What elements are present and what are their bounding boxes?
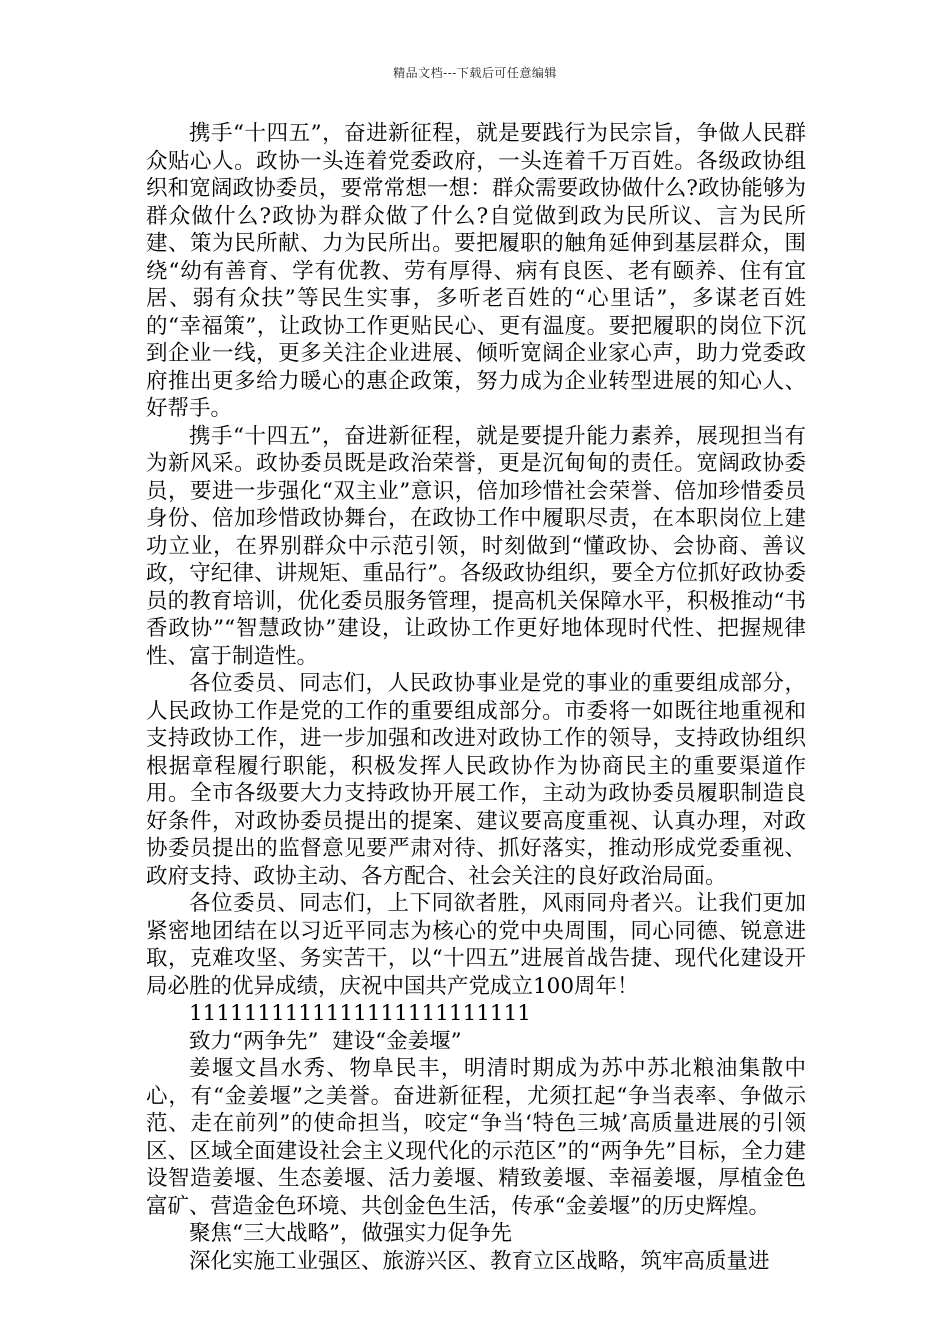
subheading: 聚焦“三大战略”，做强实力促争先 (189, 1221, 512, 1246)
section-title: 致力“两争先” 建设“金姜堰” (189, 1028, 462, 1054)
separator-line: 1111111111111111111111111 (189, 1001, 531, 1026)
paragraph-3: 各位委员、同志们，人民政协事业是党的事业的重要组成部分，人民政协工作是党的工作的重要组成部分。市委将一如既往地重视和支持政协工作，进一步加强和改进对政协工作的领导，支持政协组织根据章程履行职能，积极发挥人民政协作为协商民主的重要渠道作用。全市各级要大力支持政协开展工作，主动为政协委员履职制造良好条件，对政协委员提出的提案、建议要高度重视、认真办理，对政协委员提出的监督意见要严肃对待、抓好落实，推动形成党委重视、政府支持、政协主动、各方配合、社会关注的良好政治局面。 (146, 671, 806, 889)
document-body (146, 120, 806, 1275)
paragraph-1: 携手“十四五”，奋进新征程，就是要践行为民宗旨，争做人民群众贴心人。政协一头连着党委政府，一头连着千万百姓。各级政协组织和宽阔政协委员，要常常想一想：群众需要政协做什么?政协能够为群众做什么?政协为群众做了什么?自觉做到政为民所议、言为民所建、策为民所献、力为民所出。要把履职的触角延伸到基层群众，围绕“幼有善育、学有优教、劳有厚得、病有良医、老有颐养、住有宜居、弱有众扶”等民生实事，多听老百姓的“心里话”，多谋老百姓的“幸福策”，让政协工作更贴民心、更有温度。要把履职的岗位下沉到企业一线，更多关注企业进展、倾听宽阔企业家心声，助力党委政府推出更多给力暖心的惠企政策，努力成为企业转型进展的知心人、好帮手。 (146, 121, 806, 421)
paragraph-2: 携手“十四五”，奋进新征程，就是要提升能力素养，展现担当有为新风采。政协委员既是政治荣誉，更是沉甸甸的责任。宽阔政协委员，要进一步强化“双主业”意识，倍加珍惜社会荣誉、倍加珍惜委员身份、倍加珍惜政协舞台，在政协工作中履职尽责，在本职岗位上建功立业，在界别群众中示范引领，时刻做到“懂政协、会协商、善议政，守纪律、讲规矩、重品行”。各级政协组织，要全方位抓好政协委员的教育培训，优化委员服务管理，提高机关保障水平，积极推动“书香政协”“智慧政协”建设，让政协工作更好地体现时代性、把握规律性、富于制造性。 (146, 423, 806, 669)
section-paragraph: 姜堰文昌水秀、物阜民丰，明清时期成为苏中苏北粮油集散中心，有“金姜堰”之美誉。奋进新征程，尤须扛起“争当表率、争做示范、走在前列”的使命担当，咬定“争当‘特色三城’高质量进展的引领区、区域全面建设社会主义现代化的示范区”的“两争先”目标，全力建设智造姜堰、生态姜堰、活力姜堰、精致姜堰、幸福姜堰，厚植金色富矿、营造金色环境、共创金色生活，传承“金姜堰”的历史辉煌。 (146, 1056, 806, 1219)
last-paragraph: 深化实施工业强区、旅游兴区、教育立区战略，筑牢高质量进 (189, 1248, 770, 1274)
paragraph-4: 各位委员、同志们，上下同欲者胜，风雨同舟者兴。让我们更加紧密地团结在以习近平同志为核心的党中央周围，同心同德、锐意进取，克难攻坚、务实苦干，以“十四五”进展首战告捷、现代化建设开局必胜的优异成绩，庆祝中国共产党成立100周年！ (146, 891, 806, 999)
page-header: 精品文档---下载后可任意编辑 (393, 66, 557, 80)
